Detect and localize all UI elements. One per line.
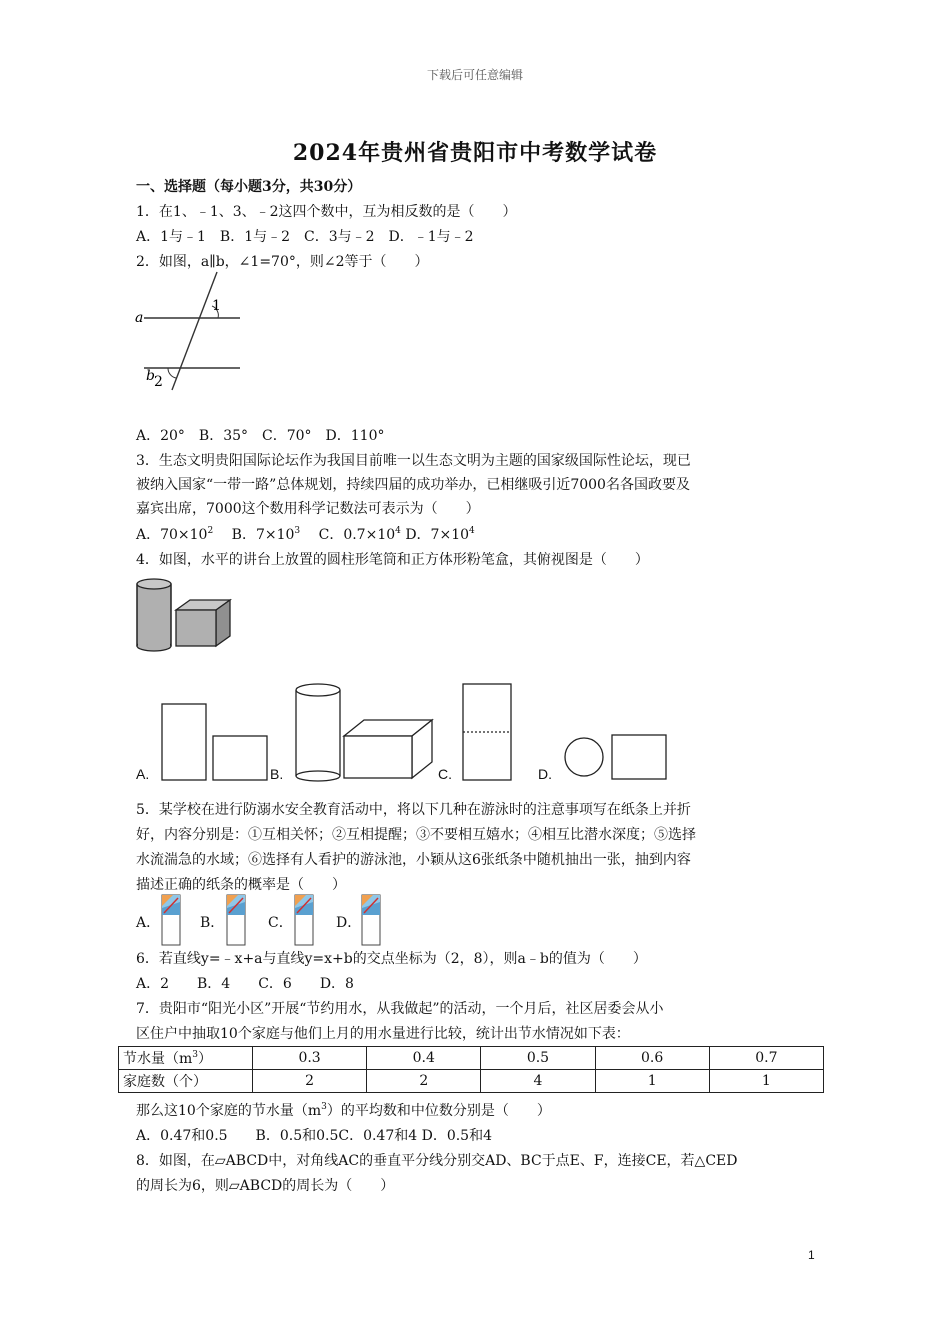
page-title: 2024年贵州省贵阳市中考数学试卷 bbox=[292, 140, 658, 166]
q4-stem: 4．如图，水平的讲台上放置的圆柱形笔筒和正方体形粉笔盒，其俯视图是（ ） bbox=[136, 552, 649, 568]
q4-option-b-label: B. bbox=[270, 766, 284, 782]
q8-line1: 8．如图，在▱ABCD中，对角线AC的垂直平分线分别交AD、BC于点E、F，连接CE，若△CED bbox=[136, 1153, 738, 1169]
q3-option-b: B．7×10 bbox=[231, 527, 295, 543]
q4-option-d-label: D. bbox=[538, 766, 552, 782]
table-cell: 0.5 bbox=[481, 1047, 595, 1070]
label-angle-1: 1 bbox=[212, 298, 221, 314]
section-heading: 一、选择题（每小题3分，共30分） bbox=[136, 179, 362, 195]
table-cell: 1 bbox=[709, 1070, 823, 1093]
label-a: a bbox=[135, 310, 144, 326]
table-cell: 4 bbox=[481, 1070, 595, 1093]
q3-option-d: D．7×10 bbox=[405, 527, 470, 543]
table-cell: 0.6 bbox=[595, 1047, 709, 1070]
page-number: 1 bbox=[808, 1248, 815, 1262]
q3-option-c: C．0.7×10 bbox=[318, 527, 396, 543]
q4-option-a-label: A. bbox=[136, 766, 150, 782]
q4-option-b-figure bbox=[292, 680, 442, 784]
label-b: b bbox=[146, 368, 155, 384]
q5-line3: 水流湍急的水域；⑥选择有人看护的游泳池，小颖从这6张纸条中随机抽出一张，抽到内容 bbox=[136, 852, 691, 868]
q4-option-c-figure bbox=[461, 682, 515, 782]
q5-option-d-label: D． bbox=[336, 915, 362, 931]
table-cell: 0.3 bbox=[253, 1047, 367, 1070]
q6-stem: 6．若直线y=﹣x+a与直线y=x+b的交点坐标为（2，8），则a﹣b的值为（ ） bbox=[136, 951, 647, 967]
q7-question: 那么这10个家庭的节水量$(m^3)$的平均数和中位数分别是（ ） bbox=[136, 1102, 551, 1119]
q3-line2: 被纳入国家“一带一路”总体规划，持续四届的成功举办，已相继吸引近7000名各国政要及 bbox=[136, 477, 690, 493]
q4-option-a-figure bbox=[160, 702, 270, 782]
q5-line4: 描述正确的纸条的概率是（ ） bbox=[136, 877, 346, 893]
q3-option-a: A．70×10 bbox=[136, 527, 208, 543]
q3-line1: 3．生态文明贵阳国际论坛作为我国目前唯一以生态文明为主题的国家级国际性论坛，现已 bbox=[136, 453, 691, 469]
table-row-header: 家庭数（个） bbox=[119, 1070, 253, 1093]
label-angle-2: 2 bbox=[154, 374, 163, 390]
q3-line3: 嘉宾出席，7000这个数用科学记数法可表示为（ ） bbox=[136, 501, 480, 517]
table-row-header: 节水量$(m^3)$ bbox=[119, 1047, 253, 1070]
q5-option-a-figure bbox=[161, 894, 181, 946]
q1-options: A．1与﹣1 B．1与﹣2 C．3与﹣2 D．﹣1与﹣2 bbox=[136, 229, 474, 245]
q5-option-b-label: B． bbox=[200, 915, 225, 931]
table-cell: 1 bbox=[595, 1070, 709, 1093]
table-cell: 2 bbox=[253, 1070, 367, 1093]
q4-cylinder-box-figure bbox=[134, 574, 238, 652]
q5-option-b-figure bbox=[226, 894, 246, 946]
q5-option-c-label: C． bbox=[268, 915, 293, 931]
q3-options: A．$70\times 10^2$ B．$7\times 10^3$ C．$0.7\times 10^4$ D．$7\times 10^4$ bbox=[136, 526, 475, 543]
q5-line2: 好，内容分别是：①互相关怀；②互相提醒；③不要相互嬉水；④相互比潜水深度；⑤选择 bbox=[136, 827, 696, 843]
q8-line2: 的周长为6，则▱ABCD的周长为（ ） bbox=[136, 1178, 395, 1194]
angle-2-arc bbox=[168, 368, 176, 378]
table-row bbox=[119, 1047, 824, 1070]
q1-stem: 1．在1、﹣1、3、﹣2这四个数中，互为相反数的是（ ） bbox=[136, 204, 517, 220]
q7-line2: 区住户中抽取10个家庭与他们上月的用水量进行比较，统计出节水情况如下表： bbox=[136, 1026, 630, 1042]
q2-parallel-lines-figure bbox=[130, 268, 250, 393]
q7-options: A．0.47和0.5 B．0.5和0.5C．0.47和4 D．0.5和4 bbox=[136, 1128, 493, 1144]
q5-option-d-figure bbox=[361, 894, 381, 946]
q2-options: A．20° B．35° C．70° D．110° bbox=[136, 428, 385, 444]
header-note: 下载后可任意编辑 bbox=[426, 68, 523, 82]
table-cell: 0.4 bbox=[367, 1047, 481, 1070]
table-row bbox=[119, 1070, 824, 1093]
table-cell: 2 bbox=[367, 1070, 481, 1093]
q7-line1: 7．贵阳市“阳光小区”开展“节约用水，从我做起”的活动，一个月后，社区居委会从小 bbox=[136, 1001, 664, 1017]
transversal-line bbox=[172, 272, 217, 390]
q5-option-a-label: A． bbox=[136, 915, 161, 931]
q5-line1: 5．某学校在进行防溺水安全教育活动中，将以下几种在游泳时的注意事项写在纸条上并折 bbox=[136, 802, 691, 818]
q4-option-d-figure bbox=[562, 732, 670, 782]
q2-stem: 2．如图，a∥b，∠1=70°，则∠2等于（ ） bbox=[136, 254, 429, 270]
water-saving-table bbox=[118, 1046, 824, 1093]
q4-option-c-label: C. bbox=[438, 766, 452, 782]
q5-option-c-figure bbox=[294, 894, 314, 946]
q6-options: A．2 B．4 C．6 D．8 bbox=[136, 976, 354, 992]
table-cell: 0.7 bbox=[709, 1047, 823, 1070]
